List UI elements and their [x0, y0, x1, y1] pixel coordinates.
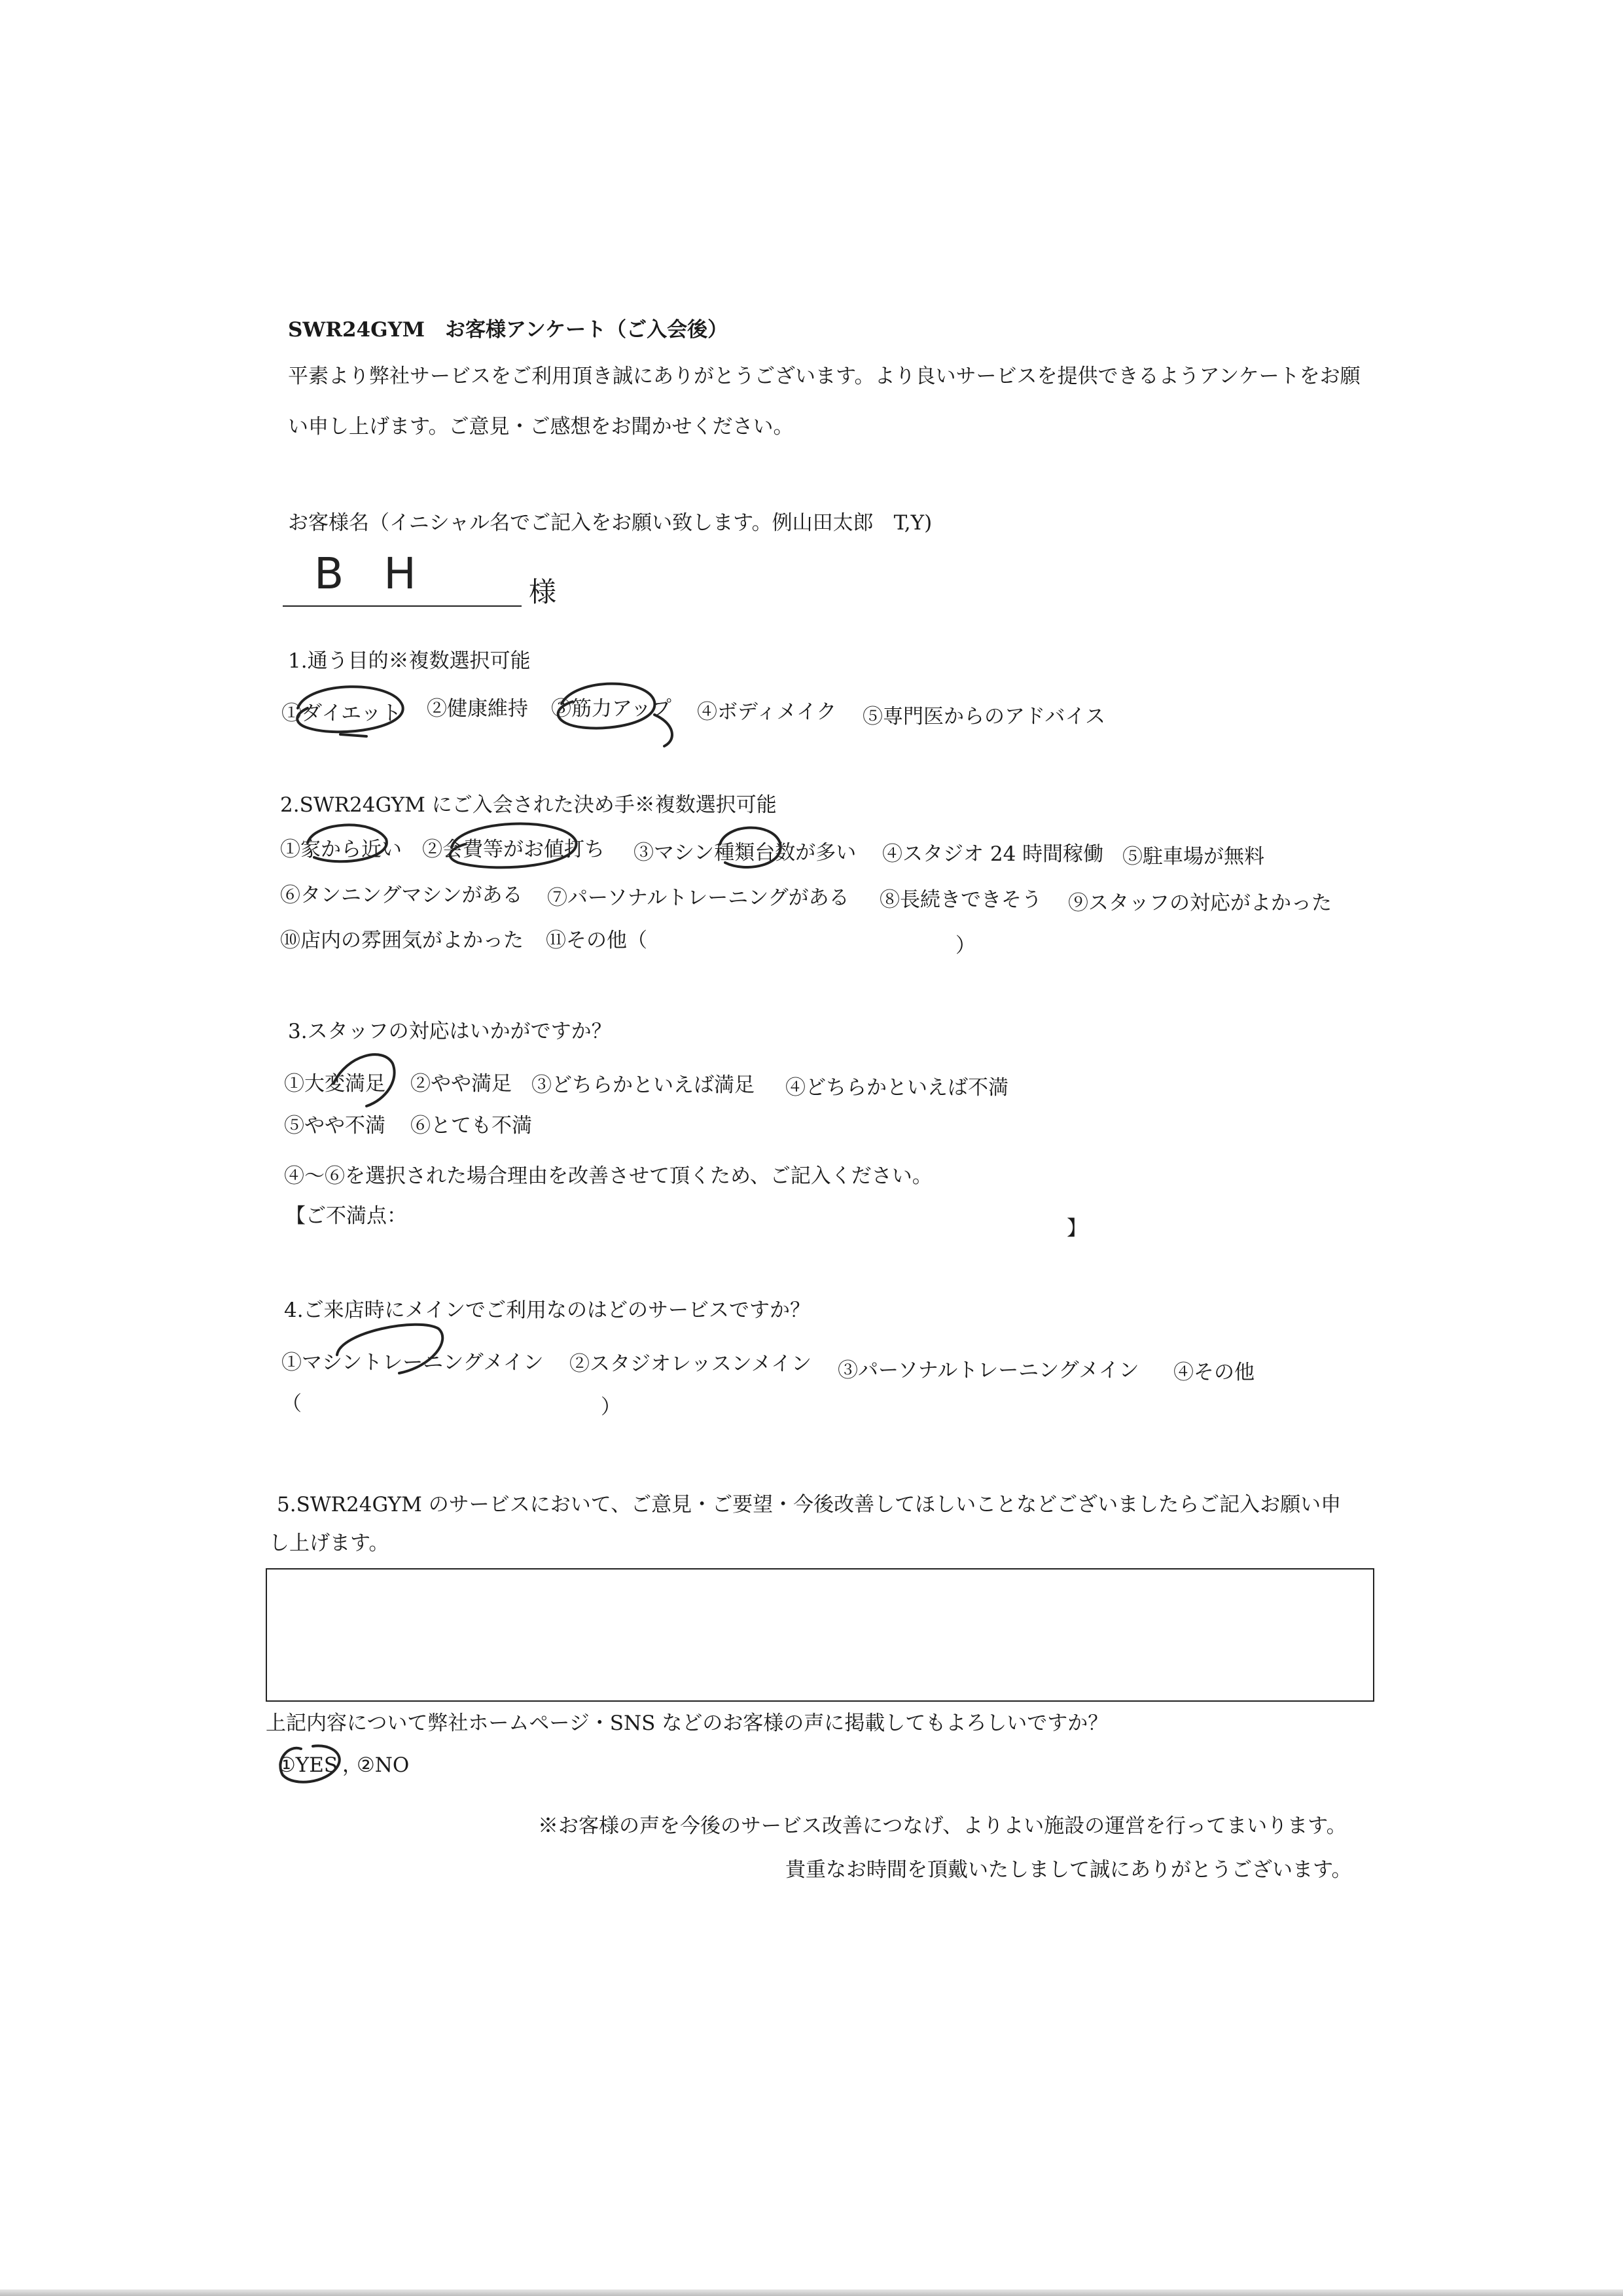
q4-option-4[interactable]: ④その他 [1173, 1361, 1255, 1384]
survey-title: SWR24GYM お客様アンケート（ご入会後） [288, 318, 728, 342]
q2-option-1[interactable]: ①家から近い [280, 838, 402, 861]
q3-note: ④～⑥を選択された場合理由を改善させて頂くため、ご記入ください。 [284, 1164, 933, 1188]
q2-option-3[interactable]: ③マシン種類台数が多い [633, 841, 857, 865]
q4-option-1[interactable]: ①マシントレーニングメイン [281, 1351, 544, 1374]
q2-option-10[interactable]: ⑩店内の雰囲気がよかった [280, 929, 524, 952]
q1-option-4[interactable]: ④ボディメイク [697, 700, 837, 724]
consent-no[interactable]: ②NO [357, 1753, 410, 1777]
footer-line-1: ※お客様の声を今後のサービス改善につなげ、よりよい施設の運営を行ってまいります。 [538, 1814, 1347, 1838]
q2-option-11[interactable]: ⑪その他（ [546, 929, 647, 952]
q5-question-line-1: 5.SWR24GYM のサービスにおいて、ご意見・ご要望・今後改善してほしいことなどございましたらご記入お願い申 [277, 1493, 1342, 1516]
q3-complaint-label: 【ご不満点： [285, 1204, 407, 1228]
q5-answer-box[interactable] [266, 1568, 1374, 1702]
q2-other-close: ） [955, 934, 976, 958]
q1-option-2[interactable]: ②健康維持 [427, 697, 528, 721]
q2-option-7[interactable]: ⑦パーソナルトレーニングがある [547, 886, 849, 910]
q4-option-3[interactable]: ③パーソナルトレーニングメイン [838, 1359, 1139, 1382]
q3-option-3[interactable]: ③どちらかといえば満足 [531, 1073, 755, 1097]
consent-separator: ， [342, 1753, 363, 1777]
q1-option-3[interactable]: ③筋力アップ [551, 697, 671, 721]
intro-line-2: い申し上げます。ご意見・ご感想をお聞かせください。 [288, 415, 794, 439]
q3-option-4[interactable]: ④どちらかといえば不満 [785, 1076, 1008, 1100]
q4-option-2[interactable]: ②スタジオレッスンメイン [569, 1352, 812, 1376]
q2-option-4[interactable]: ④スタジオ 24 時間稼働 [882, 842, 1104, 866]
q4-other-close: ） [601, 1395, 621, 1419]
q3-complaint-close: 】 [1067, 1217, 1087, 1240]
q2-option-5[interactable]: ⑤駐車場が無料 [1122, 845, 1264, 869]
q3-question: 3.スタッフの対応はいかがですか？ [288, 1020, 612, 1043]
q2-option-9[interactable]: ⑨スタッフの対応がよかった [1068, 891, 1332, 915]
q4-other-open: （ [281, 1392, 302, 1416]
customer-name-underline [283, 605, 522, 607]
q4-question: 4.ご来店時にメインでご利用なのはどのサービスですか？ [284, 1299, 810, 1322]
customer-name-handwritten[interactable]: B H [314, 548, 429, 599]
footer-line-2: 貴重なお時間を頂戴いたしまして誠にありがとうございます。 [785, 1858, 1352, 1882]
customer-name-label: お客様名（イニシャル名でご記入をお願い致します。例山田太郎 T,Y) [288, 511, 933, 535]
q1-option-1[interactable]: ①ダイエット [281, 702, 402, 725]
q2-option-6[interactable]: ⑥タンニングマシンがある [280, 884, 523, 907]
customer-name-suffix: 様 [529, 576, 557, 608]
q3-option-5[interactable]: ⑤やや不満 [284, 1114, 385, 1138]
q3-option-6[interactable]: ⑥とても不満 [410, 1114, 532, 1138]
q3-option-2[interactable]: ②やや満足 [410, 1072, 512, 1096]
q2-option-2[interactable]: ②会費等がお値打ち [422, 838, 605, 861]
q2-option-8[interactable]: ⑧長続きできそう [880, 888, 1042, 912]
scan-bottom-edge [0, 2289, 1623, 2296]
tick-mark-q1-diet [340, 734, 366, 736]
q5-question-line-2: し上げます。 [269, 1532, 389, 1555]
consent-question: 上記内容について弊社ホームページ・SNS などのお客様の声に掲載してもよろしいですか？ [266, 1712, 1109, 1735]
q3-option-1[interactable]: ①大変満足 [284, 1072, 385, 1096]
consent-yes[interactable]: ①YES [277, 1753, 338, 1777]
intro-line-1: 平素より弊社サービスをご利用頂き誠にありがとうございます。より良いサービスを提供できるようアンケートをお願 [288, 365, 1361, 388]
q1-option-5[interactable]: ⑤専門医からのアドバイス [863, 705, 1106, 728]
q2-question: 2.SWR24GYM にご入会された決め手※複数選択可能 [280, 793, 777, 817]
q1-question: 1.通う目的※複数選択可能 [288, 649, 531, 673]
